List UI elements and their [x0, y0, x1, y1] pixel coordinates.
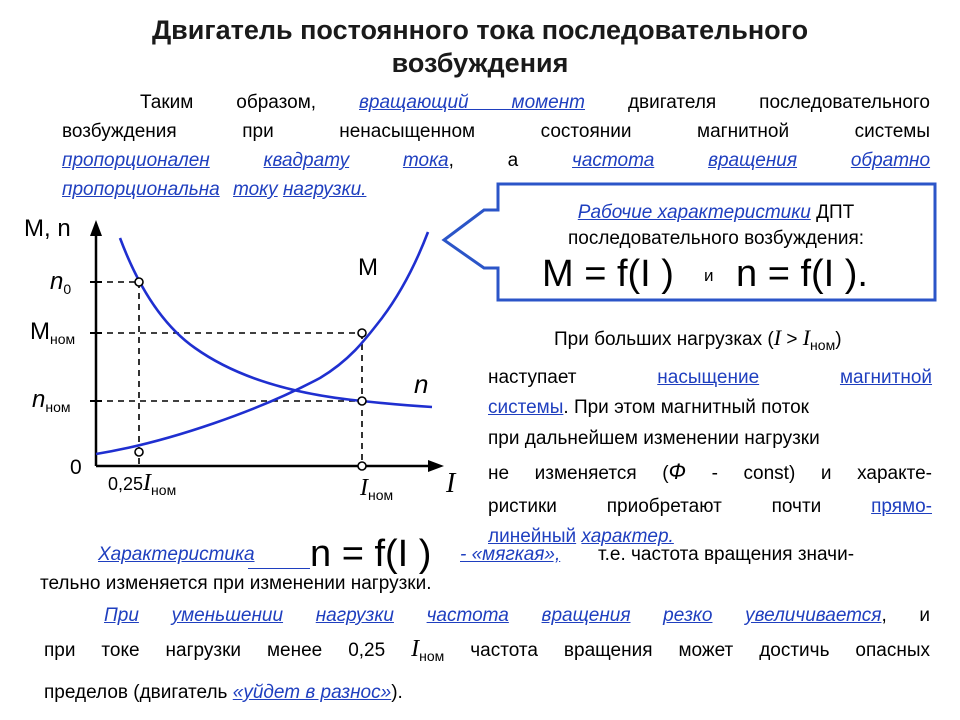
- label-mnom-main: M: [30, 318, 50, 345]
- label-quarter-prefix: 0,25: [108, 474, 144, 494]
- title-line-1: Двигатель постоянного тока последовательного: [151, 15, 809, 45]
- intro-link-current[interactable]: тока: [402, 150, 449, 171]
- intro-link-inverse[interactable]: обратно: [850, 150, 931, 171]
- curve-n: [120, 238, 432, 407]
- saturation-text: ристики приобретают почти: [488, 496, 822, 517]
- page-title: [0, 14, 960, 80]
- intro-link-frequency[interactable]: частота: [572, 150, 655, 171]
- bottom-inom: [411, 636, 445, 664]
- intro-link-torque[interactable]: вращающий момент: [359, 92, 586, 113]
- bottom-text: при токе нагрузки менее 0,25: [44, 640, 386, 661]
- soft-link-soft[interactable]: - «мягкая»,: [460, 544, 561, 565]
- saturation-text: - const) и характе-: [686, 463, 932, 484]
- callout-line-1: [500, 200, 932, 226]
- callout-formula-2: n = f(I ).: [736, 253, 868, 295]
- bottom-link-3[interactable]: нагрузки: [315, 605, 394, 626]
- label-nnom-main: n: [32, 386, 46, 413]
- callout-formula-1: M = f(I ): [542, 253, 674, 295]
- bottom-link-1[interactable]: При: [104, 605, 139, 626]
- label-nnom: [32, 386, 71, 415]
- saturation-I: I: [773, 325, 782, 350]
- characteristics-graph: [20, 210, 470, 510]
- saturation-sub: ном: [810, 337, 836, 353]
- x-axis-label: I: [446, 468, 456, 499]
- magnetic-link[interactable]: магнитной: [839, 367, 933, 388]
- intro-line-1: [62, 88, 930, 117]
- bottom-line-1: [44, 601, 930, 630]
- bottom-sub: ном: [419, 648, 445, 664]
- saturation-text: наступает: [488, 367, 577, 388]
- label-mnom: [30, 318, 75, 347]
- bottom-text: [745, 605, 930, 626]
- label-inom-sub: ном: [368, 487, 394, 503]
- saturation-text: не изменяется (: [488, 463, 669, 484]
- dashed-guides: [96, 282, 362, 466]
- intro-link-square[interactable]: квадрату: [263, 150, 350, 171]
- intro-link-proportional-2[interactable]: пропорциональна: [62, 179, 220, 200]
- soft-formula: n = f(I ): [310, 533, 432, 575]
- bottom-text: частота вращения может достичь опасных: [470, 640, 930, 661]
- callout-content: [500, 200, 932, 252]
- intro-link-proportional[interactable]: пропорционален: [62, 150, 210, 171]
- saturation-text: ): [835, 329, 842, 350]
- bottom-link-7[interactable]: увеличивается: [745, 605, 882, 626]
- label-inom-I: I: [360, 475, 368, 501]
- soft-line-2: тельно изменяется при изменении нагрузки.: [40, 573, 432, 594]
- label-quarter-inom: [108, 470, 176, 498]
- label-n0-main: n: [50, 268, 64, 295]
- saturation-line-5: [488, 454, 932, 492]
- title-line-2: возбуждения: [391, 48, 569, 78]
- saturation-link[interactable]: насыщение: [657, 367, 760, 388]
- curve-m: [96, 232, 428, 454]
- x-axis-arrow: [428, 460, 444, 472]
- y-axis-label: M, n: [24, 215, 71, 242]
- bottom-line-3: [44, 675, 930, 710]
- linear-link[interactable]: прямо-: [871, 496, 932, 517]
- point-nom-x: [358, 462, 366, 470]
- label-origin: 0: [70, 456, 82, 479]
- label-n0: [50, 268, 71, 297]
- intro-line-2: возбуждения при ненасыщенном состоянии магнитной системы: [62, 121, 930, 142]
- saturation-text: >: [781, 329, 803, 350]
- saturation-line-2: [488, 363, 932, 392]
- point-mnom: [358, 329, 366, 337]
- callout-link-characteristics[interactable]: Рабочие характеристики: [577, 202, 811, 223]
- bottom-link-5[interactable]: вращения: [541, 605, 631, 626]
- y-axis-arrow: [90, 220, 102, 236]
- point-nnom: [358, 397, 366, 405]
- bottom-link-6[interactable]: резко: [663, 605, 713, 626]
- curve-n-label: n: [414, 369, 429, 399]
- label-quarter-I: I: [143, 470, 152, 496]
- intro-text: двигателя последовательного: [627, 92, 930, 113]
- intro-link-load[interactable]: нагрузки.: [282, 179, 367, 200]
- soft-link-characteristic[interactable]: Характеристика: [98, 544, 255, 565]
- runaway-link[interactable]: «уйдет в разнос»: [232, 682, 392, 703]
- saturation-text: . При этом магнитный поток: [563, 397, 809, 418]
- point-quarter: [135, 448, 143, 456]
- bottom-link-2[interactable]: уменьшении: [171, 605, 284, 626]
- saturation-line-1: [488, 322, 932, 361]
- callout-line-2: последовательного возбуждения:: [567, 228, 865, 249]
- linear-link-2[interactable]: линейный: [488, 526, 577, 547]
- point-n0: [135, 278, 143, 286]
- saturation-I2: I: [802, 325, 811, 350]
- label-inom: [360, 474, 393, 503]
- saturation-paragraph: [488, 322, 932, 552]
- system-link[interactable]: системы: [488, 397, 564, 418]
- callout-text: ДПТ: [816, 202, 855, 223]
- saturation-line-3: [488, 392, 932, 423]
- callout-and: и: [704, 266, 714, 285]
- label-mnom-sub: ном: [50, 331, 76, 347]
- intro-text: Таким образом,: [140, 92, 317, 113]
- bottom-line-2: [44, 630, 930, 675]
- soft-text: т.е. частота вращения значи-: [598, 544, 855, 565]
- soft-line-1: [98, 532, 932, 576]
- saturation-line-6: [488, 492, 932, 521]
- soft-underline: [248, 568, 310, 569]
- bottom-paragraph: [44, 601, 930, 710]
- intro-line-3: [62, 146, 930, 175]
- bottom-text: пределов (двигатель: [44, 682, 228, 703]
- intro-link-current-2[interactable]: току: [233, 179, 278, 200]
- intro-text: , а: [448, 150, 519, 171]
- label-n0-sub: 0: [63, 281, 72, 297]
- label-nnom-sub: ном: [45, 399, 71, 415]
- curve-m-label: M: [358, 254, 378, 281]
- bottom-text: ).: [391, 682, 403, 703]
- intro-text: [403, 150, 518, 171]
- bottom-link-4[interactable]: частота: [426, 605, 509, 626]
- intro-link-rotation[interactable]: вращения: [708, 150, 798, 171]
- phi-symbol: Ф: [668, 459, 687, 484]
- saturation-text: При больших нагрузках (: [554, 329, 774, 350]
- bottom-I: I: [411, 636, 420, 662]
- bottom-text: , и: [881, 605, 931, 626]
- character-link[interactable]: характер.: [581, 526, 674, 547]
- label-quarter-sub: ном: [151, 482, 177, 498]
- saturation-line-4: при дальнейшем изменении нагрузки: [488, 428, 820, 449]
